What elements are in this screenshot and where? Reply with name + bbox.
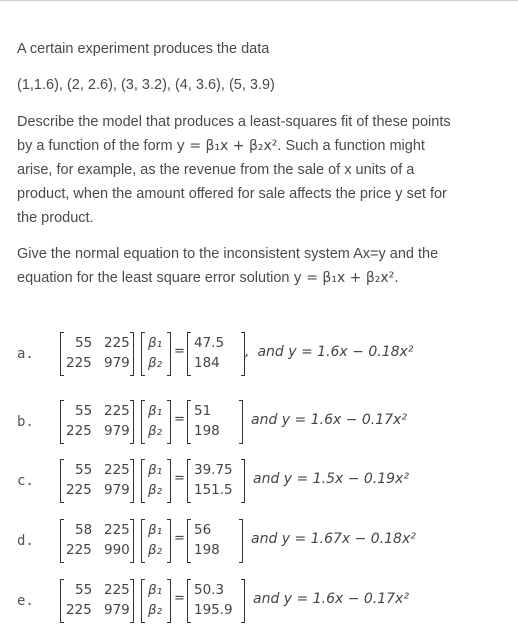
least-squares-solution bbox=[243, 531, 416, 547]
matrix-cell: 55 bbox=[75, 403, 93, 419]
solution-text: and y = 1.5x − 0.19x² bbox=[253, 471, 409, 487]
describe-line-2a: by a function of the form bbox=[17, 138, 177, 154]
right-hand-vector bbox=[187, 520, 243, 562]
beta-2: β₂ bbox=[148, 602, 163, 618]
matrix-cell: 979 bbox=[104, 423, 130, 439]
option-letter: e. bbox=[17, 593, 34, 609]
matrix-cell: 58 bbox=[75, 522, 93, 538]
describe-line-3: arise, for example, as the revenue from the sale of x units of a bbox=[17, 162, 415, 178]
vector-entry: 198 bbox=[194, 423, 220, 439]
right-hand-vector bbox=[187, 580, 245, 622]
matrix-cell: 225 bbox=[104, 462, 130, 478]
answer-option-e[interactable] bbox=[17, 576, 512, 626]
describe-line-4: product, when the amount offered for sale affects the price y set for bbox=[17, 186, 447, 202]
vector-entry: 51 bbox=[194, 403, 212, 419]
separator: , bbox=[245, 344, 250, 360]
equals-sign: = bbox=[174, 412, 185, 427]
matrix-cell: 225 bbox=[66, 542, 92, 558]
vector-entry: 39.75 bbox=[194, 462, 233, 478]
answer-option-c[interactable] bbox=[17, 456, 512, 506]
option-letter: c. bbox=[17, 473, 34, 489]
top-divider bbox=[0, 0, 518, 1]
coefficient-matrix bbox=[60, 520, 134, 562]
option-letter: a. bbox=[17, 346, 34, 362]
vector-entry: 151.5 bbox=[194, 482, 233, 498]
matrix-cell: 990 bbox=[104, 542, 130, 558]
beta-1: β₁ bbox=[148, 335, 163, 351]
coefficient-matrix bbox=[60, 333, 134, 375]
beta-2: β₂ bbox=[148, 482, 163, 498]
answer-option-b[interactable] bbox=[17, 397, 512, 447]
beta-1: β₁ bbox=[148, 582, 163, 598]
vector-entry: 195.9 bbox=[194, 602, 233, 618]
beta-2: β₂ bbox=[148, 542, 163, 558]
question-describe bbox=[17, 110, 507, 230]
beta-vector bbox=[141, 401, 171, 443]
normal-line-2a: equation for the least square error solution bbox=[17, 270, 294, 286]
question-intro: A certain experiment produces the data bbox=[17, 41, 270, 57]
beta-vector bbox=[141, 520, 171, 562]
beta-1: β₁ bbox=[148, 403, 163, 419]
solution-formula: y = β₁x + β₂x². bbox=[293, 270, 399, 286]
least-squares-solution bbox=[245, 344, 413, 360]
beta-1: β₁ bbox=[148, 522, 163, 538]
equals-sign: = bbox=[174, 531, 185, 546]
least-squares-solution bbox=[243, 412, 407, 428]
matrix-cell: 979 bbox=[104, 355, 130, 371]
coefficient-matrix bbox=[60, 401, 134, 443]
describe-line-2b: . Such a function might bbox=[277, 138, 425, 154]
solution-text: and y = 1.67x − 0.18x² bbox=[251, 531, 416, 547]
matrix-cell: 979 bbox=[104, 482, 130, 498]
answer-option-d[interactable] bbox=[17, 516, 512, 566]
coefficient-matrix bbox=[60, 460, 134, 502]
beta-vector bbox=[141, 460, 171, 502]
beta-vector bbox=[141, 580, 171, 622]
vector-entry: 47.5 bbox=[194, 335, 225, 351]
matrix-cell: 225 bbox=[104, 522, 130, 538]
question-data-points: (1,1.6), (2, 2.6), (3, 3.2), (4, 3.6), (5, 3.9) bbox=[17, 77, 275, 93]
describe-line-2 bbox=[17, 134, 507, 158]
matrix-cell: 225 bbox=[104, 403, 130, 419]
equals-sign: = bbox=[174, 471, 185, 486]
vector-entry: 56 bbox=[194, 522, 212, 538]
right-hand-vector bbox=[187, 333, 245, 375]
option-letter: b. bbox=[17, 414, 34, 430]
matrix-cell: 225 bbox=[66, 423, 92, 439]
question-normal-equation bbox=[17, 242, 507, 290]
normal-line-1: Give the normal equation to the inconsistent system Ax=y and the bbox=[17, 246, 439, 262]
equals-sign: = bbox=[174, 344, 185, 359]
matrix-cell: 55 bbox=[75, 582, 93, 598]
coefficient-matrix bbox=[60, 580, 134, 622]
beta-2: β₂ bbox=[148, 355, 163, 371]
right-hand-vector bbox=[187, 401, 243, 443]
solution-text: and y = 1.6x − 0.18x² bbox=[257, 344, 414, 360]
vector-entry: 50.3 bbox=[194, 582, 225, 598]
matrix-cell: 979 bbox=[104, 602, 130, 618]
right-hand-vector bbox=[187, 460, 245, 502]
least-squares-solution bbox=[245, 591, 409, 607]
answer-option-a[interactable] bbox=[17, 329, 512, 379]
matrix-cell: 225 bbox=[104, 335, 130, 351]
vector-entry: 184 bbox=[194, 355, 220, 371]
matrix-cell: 225 bbox=[104, 582, 130, 598]
matrix-cell: 225 bbox=[66, 355, 92, 371]
solution-text: and y = 1.6x − 0.17x² bbox=[251, 412, 407, 428]
option-letter: d. bbox=[17, 533, 34, 549]
describe-line-1: Describe the model that produces a least-squares fit of these points bbox=[17, 114, 451, 130]
matrix-cell: 55 bbox=[75, 335, 93, 351]
matrix-cell: 55 bbox=[75, 462, 93, 478]
least-squares-solution bbox=[245, 471, 409, 487]
equals-sign: = bbox=[174, 591, 185, 606]
normal-line-2 bbox=[17, 266, 507, 290]
beta-1: β₁ bbox=[148, 462, 163, 478]
model-formula: y = β₁x + β₂x² bbox=[176, 138, 278, 154]
beta-vector bbox=[141, 333, 171, 375]
solution-text: and y = 1.6x − 0.17x² bbox=[253, 591, 409, 607]
vector-entry: 198 bbox=[194, 542, 220, 558]
describe-line-5: the product. bbox=[17, 210, 94, 226]
matrix-cell: 225 bbox=[66, 602, 92, 618]
matrix-cell: 225 bbox=[66, 482, 92, 498]
beta-2: β₂ bbox=[148, 423, 163, 439]
